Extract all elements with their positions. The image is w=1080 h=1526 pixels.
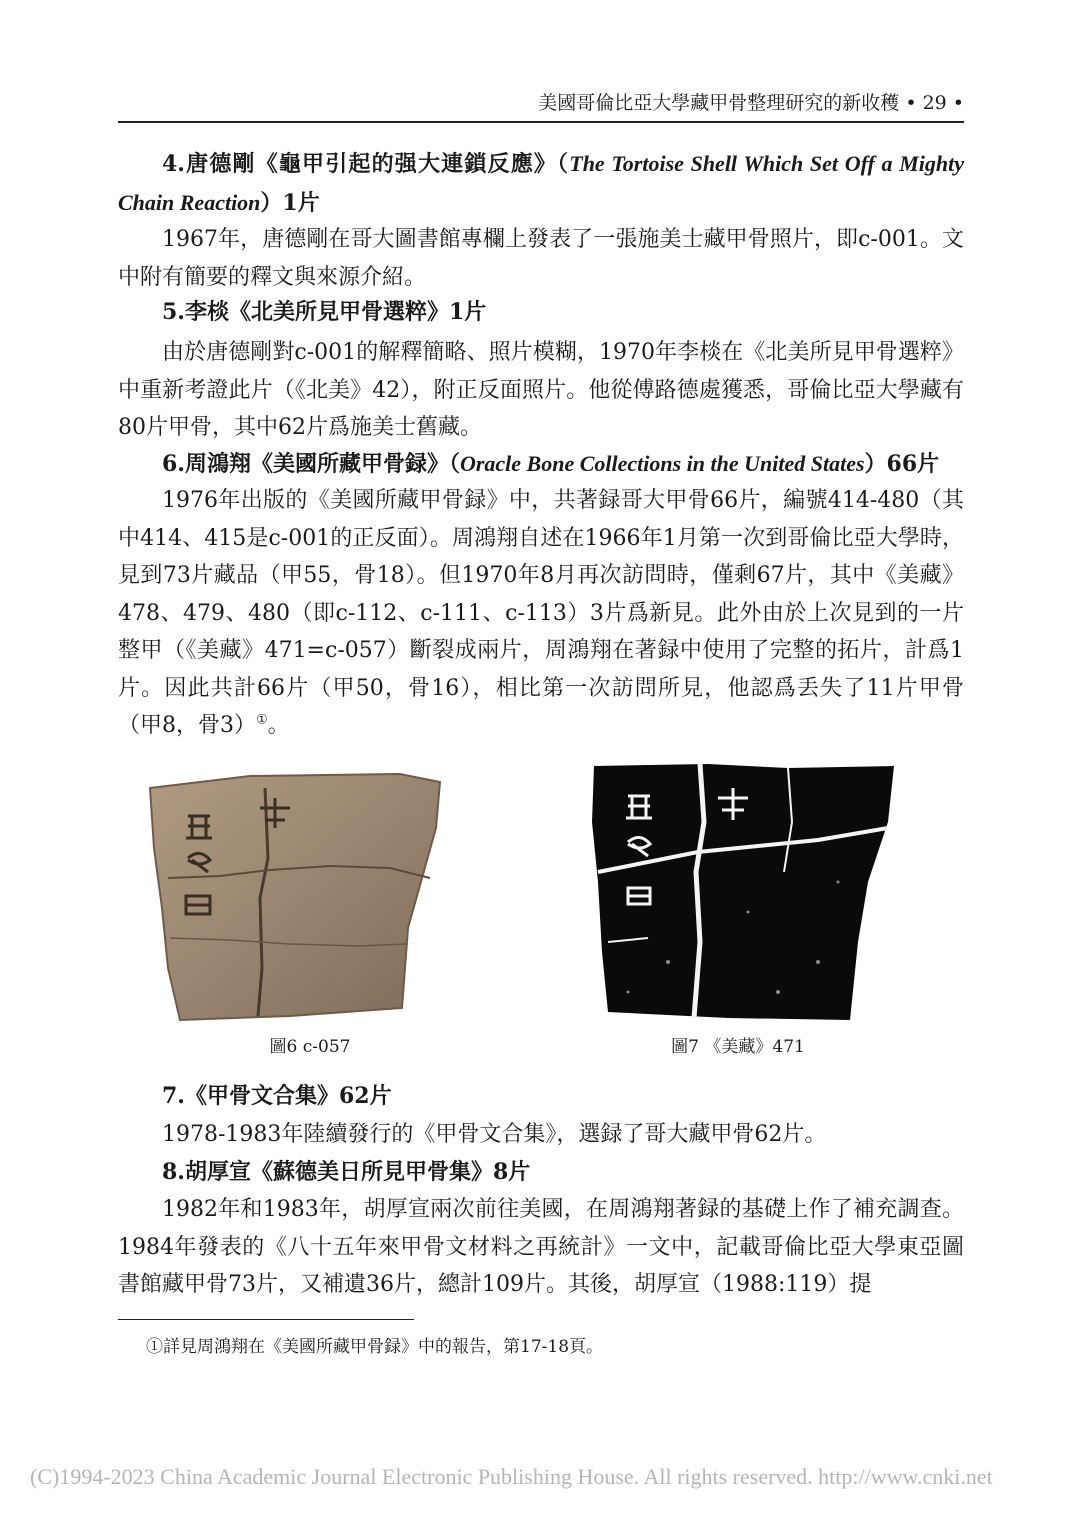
oracle-bone-photo-icon (140, 768, 452, 1024)
figure-6-caption: 圖6 c-057 (269, 1037, 351, 1057)
section-6-body (118, 482, 964, 745)
oracle-bone-rubbing-icon (588, 762, 898, 1024)
section-6-heading-en: Oracle Bone Collections in the United States (459, 451, 865, 476)
section-4-heading (118, 145, 964, 222)
figure-7-caption: 圖7 《美藏》471 (671, 1037, 805, 1057)
section-4-heading-en: The Tortoise Shell Which Set Off a Mighty Chain Reaction (118, 151, 965, 215)
section-8-heading: 8.胡厚宣《蘇德美日所見甲骨集》8片 (162, 1159, 531, 1185)
section-6-heading-cjk: 6.周鴻翔《美國所藏甲骨録》（ (162, 451, 460, 477)
figure-7-oracle-bone-rubbing (588, 762, 898, 1024)
header-divider (118, 121, 964, 123)
footnote-ref-1[interactable]: ① (256, 712, 268, 728)
section-6-body-end: 。 (267, 713, 290, 738)
figure-6-oracle-bone-photo (140, 768, 452, 1024)
section-6-heading (118, 445, 964, 484)
section-5-heading: 5.李棪《北美所見甲骨選粹》1片 (162, 299, 487, 325)
section-6-body-text: 1976年出版的《美國所藏甲骨録》中，共著録哥大甲骨66片，編號414-480（其中414、415是c-001的正反面）。周鴻翔自述在1966年1月第一次到哥倫比亞大學時，見到73片藏品（甲55，骨18）。但1970年8月再次訪問時，僅剩67片，其中《美藏》478、479、480（即c-112、c-111、c-113）3片爲新見。此外由於上次見到的一片整甲（《美藏》471=c-057）斷裂成兩片，周鴻翔在著録中使用了完整的拓片，計爲1片。因此共計66片（甲50，骨16），相比第一次訪問所見，他認爲丢失了11片甲骨（甲8，骨3） (118, 488, 964, 738)
section-4-body: 1967年，唐德剛在哥大圖書館專欄上發表了一張施美士藏甲骨照片，即c-001。文中附有簡要的釋文與來源介紹。 (118, 227, 964, 290)
section-4-heading-cjk: 4.唐德剛《龜甲引起的强大連鎖反應》（ (162, 151, 570, 177)
section-7-body: 1978-1983年陸續發行的《甲骨文合集》，選録了哥大藏甲骨62片。 (162, 1122, 827, 1147)
footnote-divider (118, 1319, 414, 1320)
footnote-1: ①詳見周鴻翔在《美國所藏甲骨録》中的報告，第17-18頁。 (146, 1337, 604, 1357)
section-7-heading: 7.《甲骨文合集》62片 (162, 1083, 392, 1109)
section-4-heading-tail: ）1片 (260, 189, 320, 216)
section-8-body: 1982年和1983年，胡厚宣兩次前往美國，在周鴻翔著録的基礎上作了補充調查。1984年發表的《八十五年來甲骨文材料之再統計》一文中，記載哥倫比亞大學東亞圖書館藏甲骨73片，又補遺36片，總計109片。其後，胡厚宣（1988:119）提 (118, 1197, 964, 1297)
running-header: 美國哥倫比亞大學藏甲骨整理研究的新收穫 • 29 • (538, 92, 964, 114)
section-6-heading-tail: ）66片 (864, 451, 940, 477)
section-5-body: 由於唐德剛對c-001的解釋簡略、照片模糊，1970年李棪在《北美所見甲骨選粹》中重新考證此片（《北美》42），附正反面照片。他從傅路德處獲悉，哥倫比亞大學藏有80片甲骨，其中62片爲施美士舊藏。 (118, 340, 964, 440)
copyright-watermark: (C)1994-2023 China Academic Journal Electronic Publishing House. All rights reserved. http://www.cnki.net (30, 1464, 993, 1489)
